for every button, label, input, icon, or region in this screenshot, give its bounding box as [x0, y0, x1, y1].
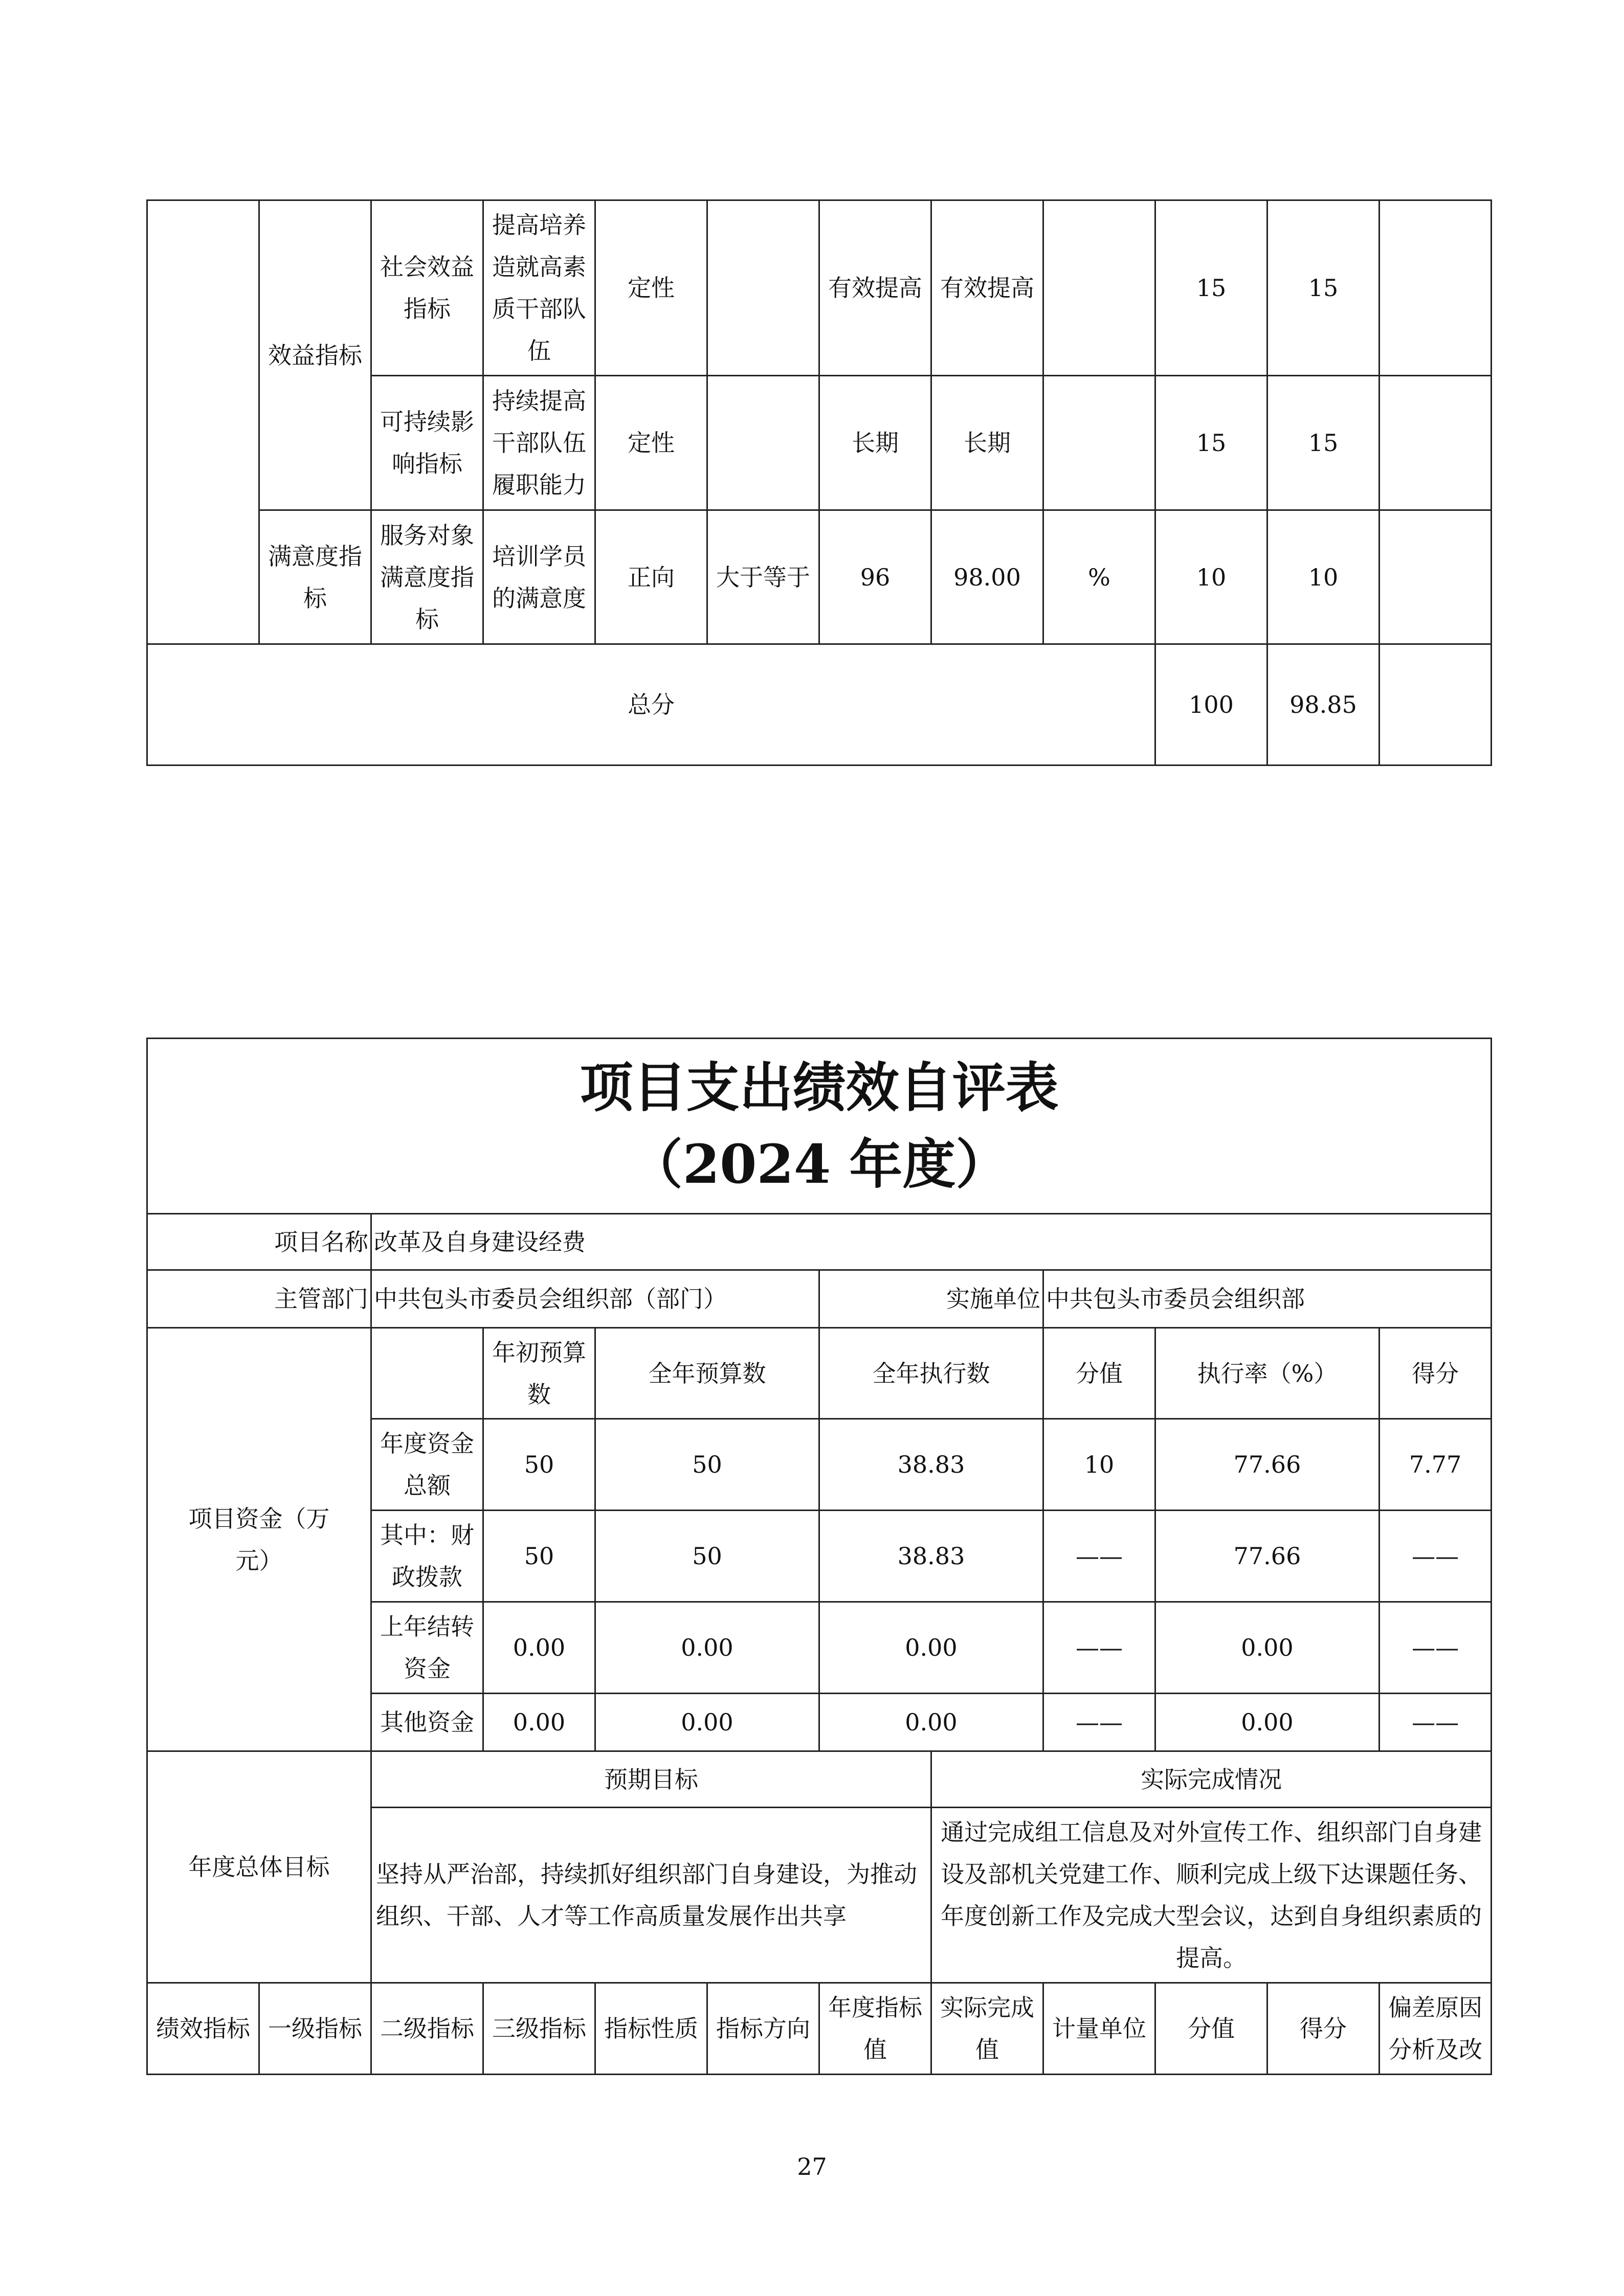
funds-corner: [371, 1328, 483, 1419]
direction-cell: 大于等于: [707, 510, 819, 644]
funds-cell: ——: [1380, 1511, 1492, 1602]
nature-cell: 定性: [595, 200, 707, 376]
weight-cell: 15: [1155, 376, 1267, 510]
project-name-label: 项目名称: [147, 1214, 371, 1270]
funds-header: 执行率（%）: [1155, 1328, 1380, 1419]
score-cell: 15: [1267, 200, 1380, 376]
target-cell: 96: [819, 510, 931, 644]
funds-cell: 0.00: [483, 1602, 595, 1694]
funds-cell: 50: [595, 1419, 819, 1511]
score-cell: 10: [1267, 510, 1380, 644]
nature-cell: 定性: [595, 376, 707, 510]
actual-cell: 长期: [931, 376, 1043, 510]
funds-header: 全年执行数: [819, 1328, 1043, 1419]
total-note: [1380, 644, 1492, 766]
level2-cell: 服务对象满意度指标: [371, 510, 483, 644]
level3-cell: 培训学员的满意度: [483, 510, 595, 644]
funds-cell: 0.00: [819, 1694, 1043, 1751]
nature-cell: 正向: [595, 510, 707, 644]
weight-cell: 10: [1155, 510, 1267, 644]
funds-cell: 50: [595, 1511, 819, 1602]
direction-cell: [707, 200, 819, 376]
goal-label: 年度总体目标: [147, 1751, 371, 1983]
funds-label: 项目资金（万元）: [147, 1328, 371, 1751]
self-evaluation-form: [146, 1038, 1492, 2075]
indicator-header: 计量单位: [1043, 1983, 1155, 2075]
level1-cell: 满意度指标: [259, 510, 371, 644]
expected-goal-header: 预期目标: [371, 1751, 931, 1808]
funds-cell: 0.00: [1155, 1602, 1380, 1694]
funds-cell: ——: [1043, 1694, 1155, 1751]
funds-cell: ——: [1380, 1694, 1492, 1751]
indicator-header: 年度指标值: [819, 1983, 931, 2075]
title-text: 项目支出绩效自评表: [580, 1056, 1059, 1119]
indicator-header: 实际完成值: [931, 1983, 1043, 2075]
funds-cell: 7.77: [1380, 1419, 1492, 1511]
actual-cell: 98.00: [931, 510, 1043, 644]
note-cell: [1380, 200, 1492, 376]
indicator-header: 分值: [1155, 1983, 1267, 2075]
total-weight: 100: [1155, 644, 1267, 766]
funds-cell: 77.66: [1155, 1511, 1380, 1602]
funds-cell: ——: [1380, 1602, 1492, 1694]
funds-cell: 0.00: [483, 1694, 595, 1751]
total-row: [147, 644, 1492, 766]
funds-cell: 50: [483, 1419, 595, 1511]
level2-cell: 可持续影响指标: [371, 376, 483, 510]
funds-cell: 0.00: [819, 1602, 1043, 1694]
unit-cell: [1043, 376, 1155, 510]
level3-cell: 提高培养造就高素质干部队伍: [483, 200, 595, 376]
funds-cell: 0.00: [595, 1694, 819, 1751]
indicator-header: 指标性质: [595, 1983, 707, 2075]
target-cell: 长期: [819, 376, 931, 510]
indicator-header: 二级指标: [371, 1983, 483, 2075]
direction-cell: [707, 376, 819, 510]
actual-goal-header: 实际完成情况: [931, 1751, 1492, 1808]
indicator-header: 绩效指标: [147, 1983, 259, 2075]
target-cell: 有效提高: [819, 200, 931, 376]
indicator-header: 三级指标: [483, 1983, 595, 2075]
actual-cell: 有效提高: [931, 200, 1043, 376]
page-number: 27: [797, 2153, 827, 2180]
funds-cell: 50: [483, 1511, 595, 1602]
funds-header: 年初预算数: [483, 1328, 595, 1419]
indicator-header-row: [147, 1983, 1492, 2075]
funds-cell: 0.00: [1155, 1694, 1380, 1751]
funds-header: 分值: [1043, 1328, 1155, 1419]
level2-cell: 社会效益指标: [371, 200, 483, 376]
unit-cell: [1043, 200, 1155, 376]
impl-value: 中共包头市委员会组织部: [1043, 1270, 1492, 1328]
form-title: [147, 1039, 1492, 1214]
level3-cell: 持续提高干部队伍履职能力: [483, 376, 595, 510]
indicator-table-continued: [146, 199, 1492, 766]
funds-cell: 38.83: [819, 1511, 1043, 1602]
table-row: [147, 200, 1492, 376]
table-row: [147, 510, 1492, 644]
actual-goal-text: 通过完成组工信息及对外宣传工作、组织部门自身建设及部机关党建工作、顺利完成上级下达课题任务、年度创新工作及完成大型会议，达到自身组织素质的提高。: [931, 1808, 1492, 1983]
funds-cell: 0.00: [595, 1602, 819, 1694]
funds-row-label: 其他资金: [371, 1694, 483, 1751]
impl-label: 实施单位: [819, 1270, 1043, 1328]
perf-indicator-cell: [147, 200, 259, 644]
funds-cell: 38.83: [819, 1419, 1043, 1511]
score-cell: 15: [1267, 376, 1380, 510]
funds-row-label: 上年结转资金: [371, 1602, 483, 1694]
funds-header: 全年预算数: [595, 1328, 819, 1419]
subtitle-text: （2024 年度）: [629, 1133, 1009, 1196]
funds-cell: 77.66: [1155, 1419, 1380, 1511]
indicator-header: 指标方向: [707, 1983, 819, 2075]
funds-cell: ——: [1043, 1602, 1155, 1694]
total-label: 总分: [147, 644, 1155, 766]
note-cell: [1380, 376, 1492, 510]
note-cell: [1380, 510, 1492, 644]
weight-cell: 15: [1155, 200, 1267, 376]
dept-label: 主管部门: [147, 1270, 371, 1328]
funds-cell: 10: [1043, 1419, 1155, 1511]
expected-goal-text: 坚持从严治部，持续抓好组织部门自身建设，为推动组织、干部、人才等工作高质量发展作出共享: [371, 1808, 931, 1983]
indicator-header: 一级指标: [259, 1983, 371, 2075]
dept-value: 中共包头市委员会组织部（部门）: [371, 1270, 819, 1328]
total-score: 98.85: [1267, 644, 1380, 766]
level1-cell: 效益指标: [259, 200, 371, 510]
funds-row-label: 其中：财政拨款: [371, 1511, 483, 1602]
project-name-value: 改革及自身建设经费: [371, 1214, 1492, 1270]
funds-row-label: 年度资金总额: [371, 1419, 483, 1511]
indicator-header: 偏差原因分析及改: [1380, 1983, 1492, 2075]
indicator-header: 得分: [1267, 1983, 1380, 2075]
funds-header: 得分: [1380, 1328, 1492, 1419]
funds-cell: ——: [1043, 1511, 1155, 1602]
unit-cell: %: [1043, 510, 1155, 644]
